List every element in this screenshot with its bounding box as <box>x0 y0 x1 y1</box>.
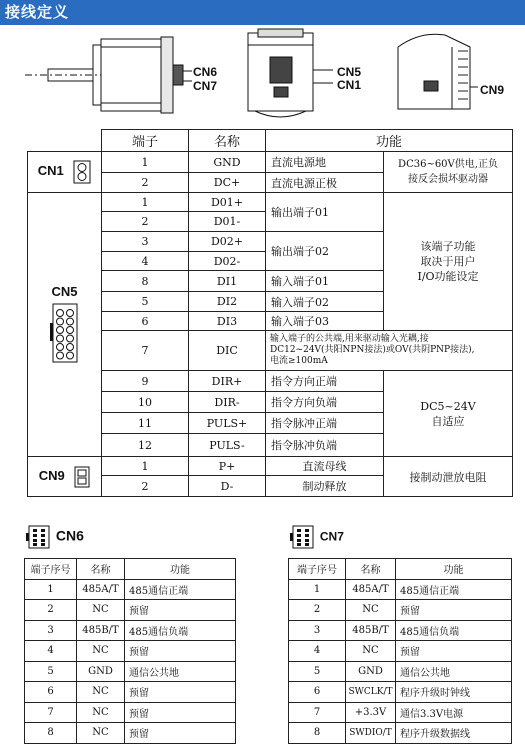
table-row: 8 NC 预留 <box>25 723 236 744</box>
motor-drawings <box>0 27 525 127</box>
cn6-connector-icon <box>26 524 52 550</box>
cn1-cell <box>28 152 102 193</box>
table-row: 2 NC 预留 <box>25 600 236 621</box>
cn9-note: 接制动泄放电阻 <box>384 457 513 497</box>
dic-description: 输入端子的公共端,用来驱动输入光耦,接 DC12~24V(共阳NPN接法)或OV(共阴PNP接法), 电流≥100mA <box>266 331 513 371</box>
table-row: 3 485B/T 485通信负端 <box>25 620 236 641</box>
table-row: 6 NC 预留 <box>25 682 236 703</box>
cn9-cell <box>28 457 102 497</box>
cn5-voltage-note: DC5~24V 自适应 <box>384 371 513 457</box>
table-row: 8 SWDIO/T 程序升级数据线 <box>289 723 512 744</box>
cn5-connector-icon <box>49 303 81 363</box>
header-function: 功能 <box>266 130 513 152</box>
cn9-label: CN9 <box>38 467 65 483</box>
table-row: 4 NC 预留 <box>289 641 512 662</box>
table-row: 5 GND 通信公共地 <box>25 661 236 682</box>
cn5-drawing-label: CN5 <box>337 65 362 79</box>
terminal-table: 端子 名称 功能 CN1 1 GND 直流电源地 DC36~60V供电,正负 接反会损坏驱动器 2 DC+ 直流电源正极 CN5 1 D01+ 输出端子01 该端子功能 取决于用户 I/O功能设定 2 D01- 3 D02+ 输出端子02 4 D02- 8 DI1 输入端子01 5 DI2 输入端子02 6 DI3 输入端子03 7 DIC 输入端子的公共端,用来驱动输入光耦,接 DC12~24V(共阳NPN接法)或OV(共阴PNP接法), 电流≥100mA 9 DIR+ 指令方向正端 DC5~24V 自适应 10 DIR- 指令方向负端 11 PULS+ 指令脉冲正端 12 PULS- 指令脉冲负端 CN9 1 P+ 直流母线 接制动泄放电阻 2 D- 制动释放 <box>27 129 513 497</box>
cn6-title: CN6 <box>55 527 84 544</box>
drive-view-cn5 <box>248 29 333 117</box>
cn6-heading <box>26 524 84 550</box>
table-row: 5 GND 通信公共地 <box>289 661 512 682</box>
table-row: 1 485A/T 485通信正端 <box>25 579 236 600</box>
header-name: 名称 <box>189 130 266 152</box>
cn1-label: CN1 <box>37 163 64 178</box>
cn5-cell <box>28 193 102 457</box>
table-row: 4 NC 预留 <box>25 641 236 662</box>
table-row: 1 485A/T 485通信正端 <box>289 579 512 600</box>
drive-view-cn9 <box>398 34 478 109</box>
cn1-drawing-label: CN1 <box>337 78 362 92</box>
cn9-connector-icon <box>74 466 90 488</box>
motor-side-view <box>25 37 192 113</box>
table-row: 7 +3.3V 通信3.3V电源 <box>289 702 512 723</box>
cn7-heading <box>290 524 344 550</box>
cn7-table: 端子序号 名称 功能 1 485A/T 485通信正端 2 NC 预留 3 485B/T 485通信负端 4 NC 预留 5 GND 通信公共地 6 SWCLK/T 程序升级时钟线 7 +3.3V 通信3.3V电源 8 SWDIO/T 程序升级数据线 <box>288 558 512 744</box>
cn7-drawing-label: CN7 <box>193 79 218 93</box>
header-terminal: 端子 <box>102 130 189 152</box>
cn1-note: DC36~60V供电,正负 接反会损坏驱动器 <box>384 152 513 193</box>
table-row: 7 NC 预留 <box>25 702 236 723</box>
cn5-io-note: 该端子功能 取决于用户 I/O功能设定 <box>384 193 513 331</box>
table-row: 2 NC 预留 <box>289 600 512 621</box>
table-row: 3 485B/T 485通信负端 <box>289 620 512 641</box>
table-row: 6 SWCLK/T 程序升级时钟线 <box>289 682 512 703</box>
cn6-drawing-label: CN6 <box>193 65 218 79</box>
cn6-table: 端子序号 名称 功能 1 485A/T 485通信正端 2 NC 预留 3 485B/T 485通信负端 4 NC 预留 5 GND 通信公共地 6 NC 预留 7 NC 预留 8 NC 预留 <box>24 558 236 744</box>
section-header: 接线定义 <box>0 0 525 25</box>
cn9-drawing-label: CN9 <box>480 83 505 97</box>
cn7-connector-icon <box>290 524 316 550</box>
cn1-connector-icon <box>73 160 91 184</box>
cn7-title: CN7 <box>319 529 344 544</box>
cn5-label: CN5 <box>51 283 78 299</box>
